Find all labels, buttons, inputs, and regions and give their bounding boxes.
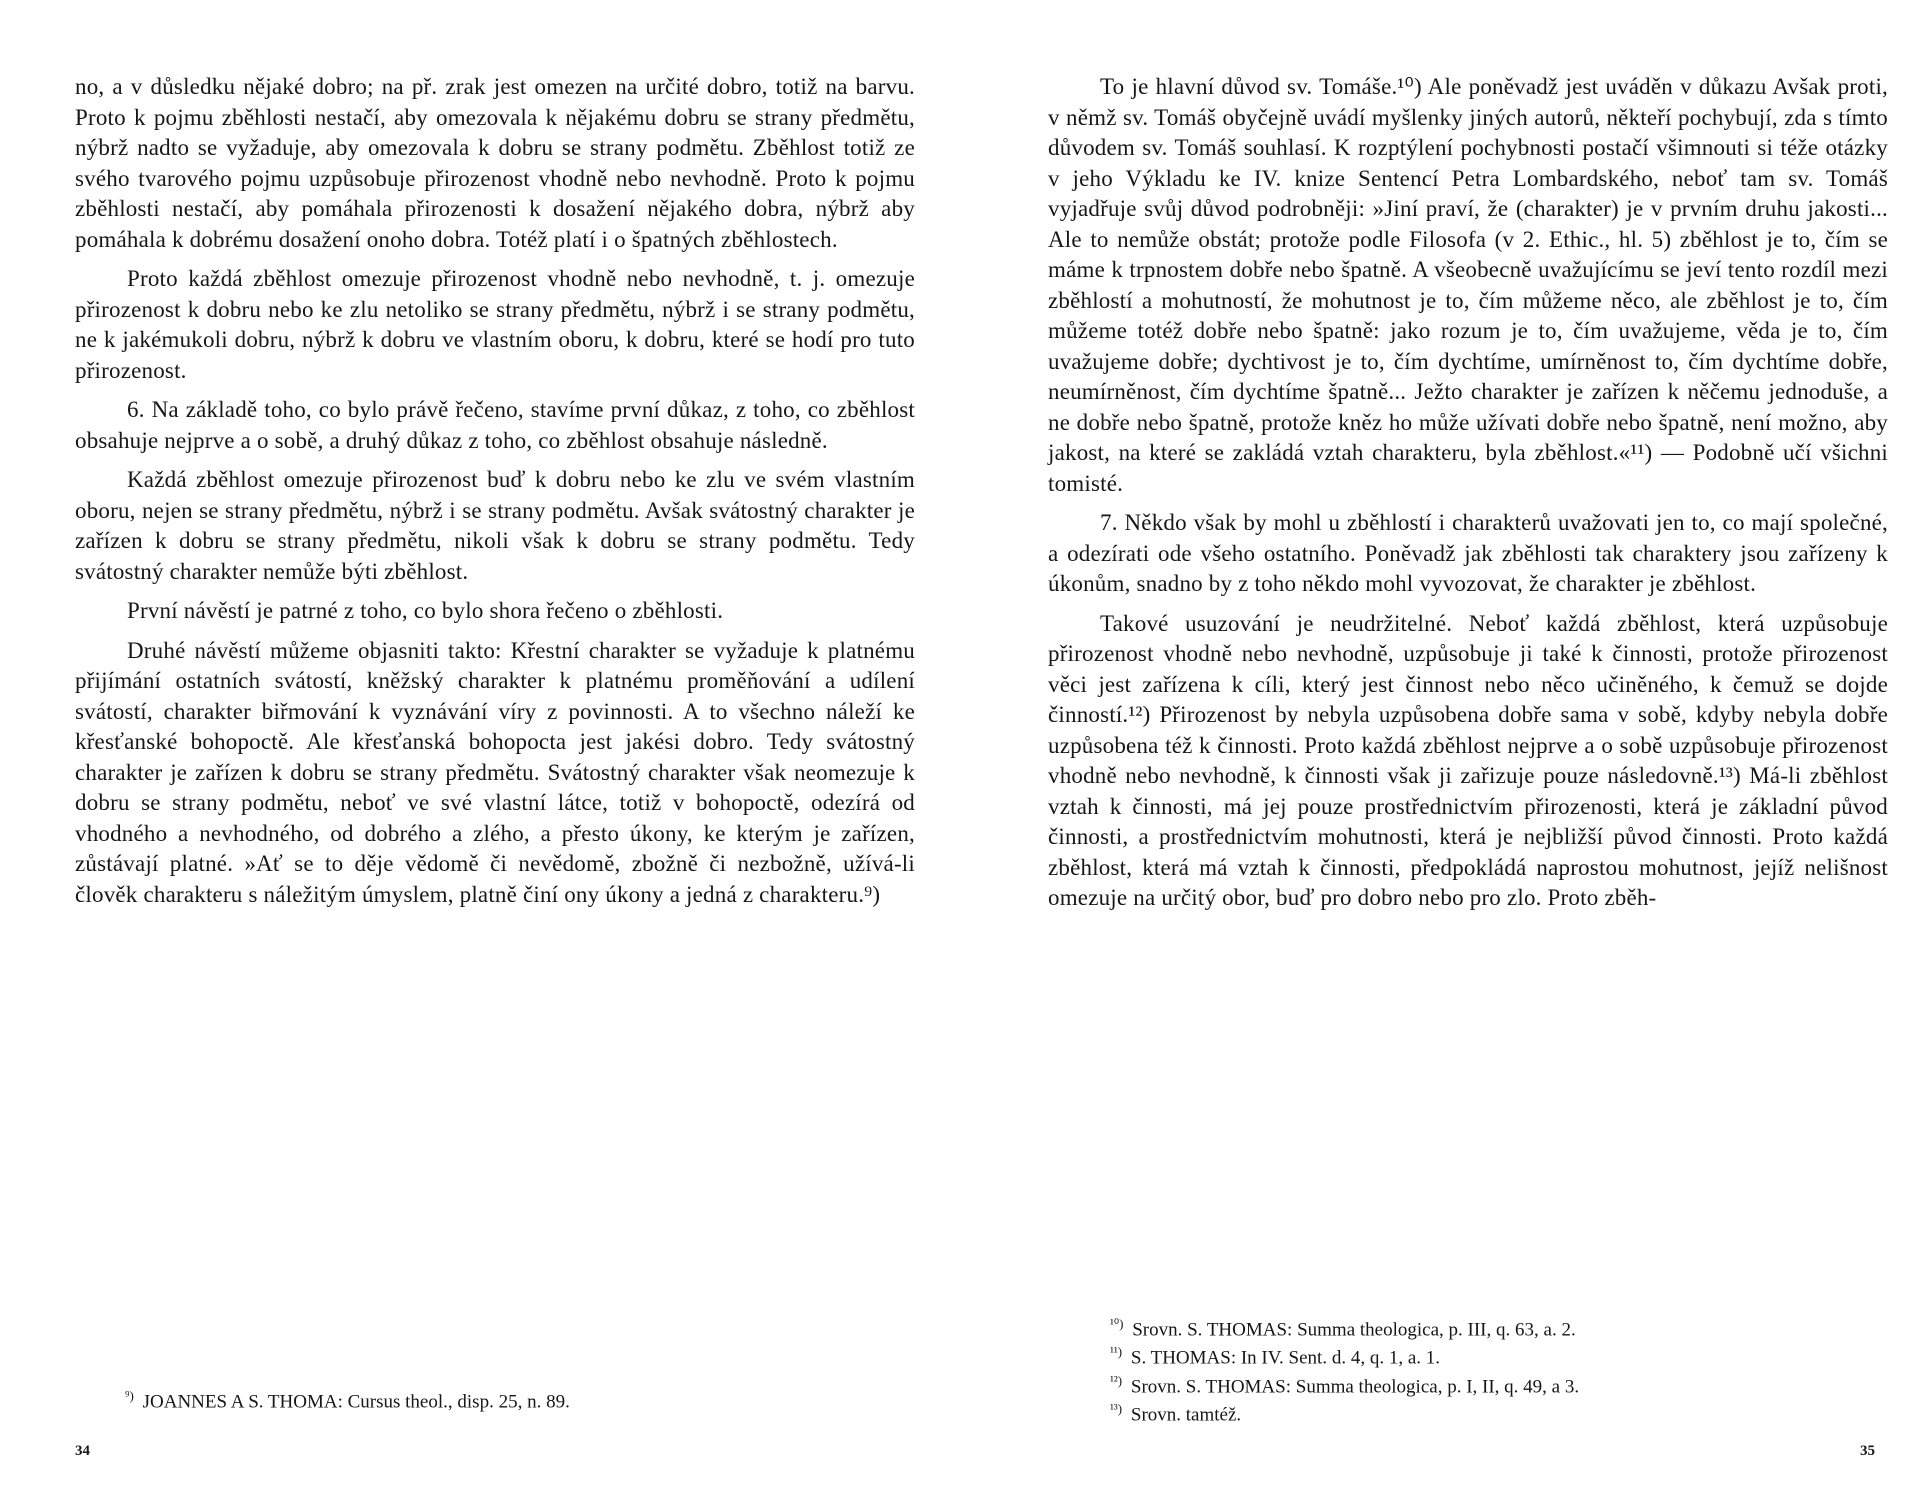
page-number-left: 34 (75, 1443, 90, 1459)
footnote (1110, 1313, 1890, 1341)
footnote-text: Srovn. S. THOMAS: Summa theologica, p. I, II, q. 49, a 3. (1130, 1375, 1580, 1397)
page-number-right: 35 (1860, 1443, 1875, 1459)
paragraph: První návěstí je patrné z toho, co bylo shora řečeno o zběhlosti. (127, 598, 724, 623)
footnote-text: Srovn. S. THOMAS: Summa theologica, p. III, q. 63, a. 2. (1132, 1319, 1576, 1341)
footnote-text: Srovn. tamtéž. (1130, 1404, 1242, 1426)
footnote (1110, 1398, 1890, 1426)
paragraph: 7. Někdo však by mohl u zběhlostí i charakterů uvažovati jen to, co mají společné, a odezírati ode všeho ostatního. Poněvadž jak zběhlosti tak charaktery jsou zařízeny k úkonům, snadno by z toho někdo mohl vyvozovat, že charakter je zběhlost. (1048, 510, 1888, 596)
footnote-mark: ¹³) (1110, 1400, 1123, 1416)
paragraph: Každá zběhlost omezuje přirozenost buď k dobru nebo ke zlu ve svém vlastním oboru, nejen se strany předmětu, nýbrž i se strany podmětu. Avšak svátostný charakter je zařízen k dobru se strany předmětu, nikoli však k dobru se strany podmětu. Tedy svátostný charakter nemůže býti zběhlost. (75, 467, 915, 584)
left-page (75, 72, 915, 919)
paragraph: Proto každá zběhlost omezuje přirozenost vhodně nebo nevhodně, t. j. omezuje přirozenost k dobru nebo ke zlu netoliko se strany předmětu, nýbrž i se strany podmětu, ne k jakémukoli dobru, nýbrž k dobru ve vlastním oboru, k dobru, které se hodí pro tuto přirozenost. (75, 266, 915, 383)
footnote (1110, 1341, 1890, 1369)
footnote-mark: ⁹) (125, 1388, 134, 1403)
right-footnotes (1110, 1313, 1890, 1426)
footnote-text: S. THOMAS: In IV. Sent. d. 4, q. 1, a. 1. (1130, 1347, 1440, 1369)
right-page (1048, 72, 1888, 923)
paragraph: no, a v důsledku nějaké dobro; na př. zrak jest omezen na určité dobro, totiž na barvu. Proto k pojmu zběhlosti nestačí, aby omezovala k nějakému dobru se strany předmětu, nýbrž nadto se vyžaduje, aby omezovala k dobru se strany podmětu. Zběhlost totiž ze svého tvarového pojmu uzpůsobuje přirozenost vhodně nebo nevhodně. Proto k pojmu zběhlosti nestačí, aby pomáhala přirozenosti k dosažení nějakého dobra, nýbrž aby pomáhala k dobrému dosažení onoho dobra. Totéž platí i o špatných zběhlostech. (75, 74, 915, 252)
left-footnotes (125, 1385, 925, 1413)
paragraph: Druhé návěstí můžeme objasniti takto: Křestní charakter se vyžaduje k platnému přijímání ostatních svátostí, kněžský charakter k platnému proměňování a udílení svátostí, charakter biřmování k vyznávání víry z povinnosti. A to všechno náleží ke křesťanské bohopoctě. Ale křesťanská bohopocta jest jakési dobro. Tedy svátostný charakter je zařízen k dobru se strany předmětu. Svátostný charakter však neomezuje k dobru se strany podmětu, neboť ve své vlastní látce, totiž v bohopoctě, odezírá od vhodného a nevhodného, od dobrého a zlého, a přesto úkony, ke kterým je zařízen, zůstávají platné. »Ať se to děje vědomě či nevědomě, zbožně či nezbožně, užívá-li člověk charakteru s náležitým úmyslem, platně činí ony úkony a jedná z charakteru.⁹) (75, 637, 915, 907)
footnote (1110, 1370, 1890, 1398)
footnote-mark: ¹⁰) (1110, 1316, 1124, 1331)
paragraph: To je hlavní důvod sv. Tomáše.¹⁰) Ale poněvadž jest uváděn v důkazu Avšak proti, v němž sv. Tomáš obyčejně uvádí myšlenky jiných autorů, někteří pochybují, zda s tímto důvodem sv. Tomáš souhlasí. K rozptýlení pochybnosti postačí všimnouti si téže otázky v jeho Výkladu ke IV. knize Sentencí Petra Lombardského, neboť tam sv. Tomáš vyjadřuje svůj důvod podrobněji: »Jiní praví, že (charakter) je v prvním druhu jakosti... Ale to nemůže obstát; protože podle Filosofa (v 2. Ethic., hl. 5) zběhlost je to, čím se máme k trpnostem dobře nebo špatně. A všeobecně uvažujícímu se jeví tento rozdíl mezi zběhlostí a mohutností, že mohutnost je to, čím můžeme něco, ale zběhlost je to, čím můžeme totéž dobře nebo špatně: jako rozum je to, čím uvažujeme, věda je to, čím uvažujeme dobře; dychtivost je to, čím dychtíme, umírněnost to, čím dychtíme dobře, neumírněnost, čím dychtíme špatně... Ježto charakter je zařízen k něčemu jednoduše, a ne dobře nebo špatně, protože kněz ho může užívati dobře nebo špatně, není možno, aby jakost, na které se zakládá vztah charakteru, byla zběhlost.«¹¹) — Podobně učí všichni tomisté. (1048, 74, 1888, 496)
footnote-mark: ¹²) (1110, 1372, 1123, 1388)
footnote-mark: ¹¹) (1110, 1344, 1123, 1360)
footnote-text: JOANNES A S. THOMA: Cursus theol., disp. 25, n. 89. (142, 1391, 570, 1413)
paragraph: Takové usuzování je neudržitelné. Neboť každá zběhlost, která uzpůsobuje přirozenost vhodně nebo nevhodně, uzpůsobuje ji také k činnosti, protože přirozenost věci jest zařízena k cíli, který jest činnost nebo něco učiněného, k čemuž se dojde činností.¹²) Přirozenost by nebyla uzpůsobena dobře sama v sobě, kdyby nebyla dobře uzpůsobena též k činnosti. Proto každá zběhlost nejprve a o sobě uzpůsobuje přirozenost vhodně nebo nevhodně, k činnosti však ji zařizuje pouze následovně.¹³) Má-li zběhlost vztah k činnosti, má jej pouze prostřednictvím přirozenosti, která je základní původ činnosti, a prostřednictvím mohutnosti, která je nejbližší původ činnosti. Proto každá zběhlost, která má vztah k činnosti, předpokládá naprostou mohutnost, jejíž nelišnost omezuje na určitý obor, buď pro dobro nebo pro zlo. Proto zběh- (1048, 610, 1888, 910)
footnote (125, 1385, 925, 1413)
paragraph: 6. Na základě toho, co bylo právě řečeno, stavíme první důkaz, z toho, co zběhlost obsahuje nejprve a o sobě, a druhý důkaz z toho, co zběhlost obsahuje následně. (75, 397, 915, 453)
